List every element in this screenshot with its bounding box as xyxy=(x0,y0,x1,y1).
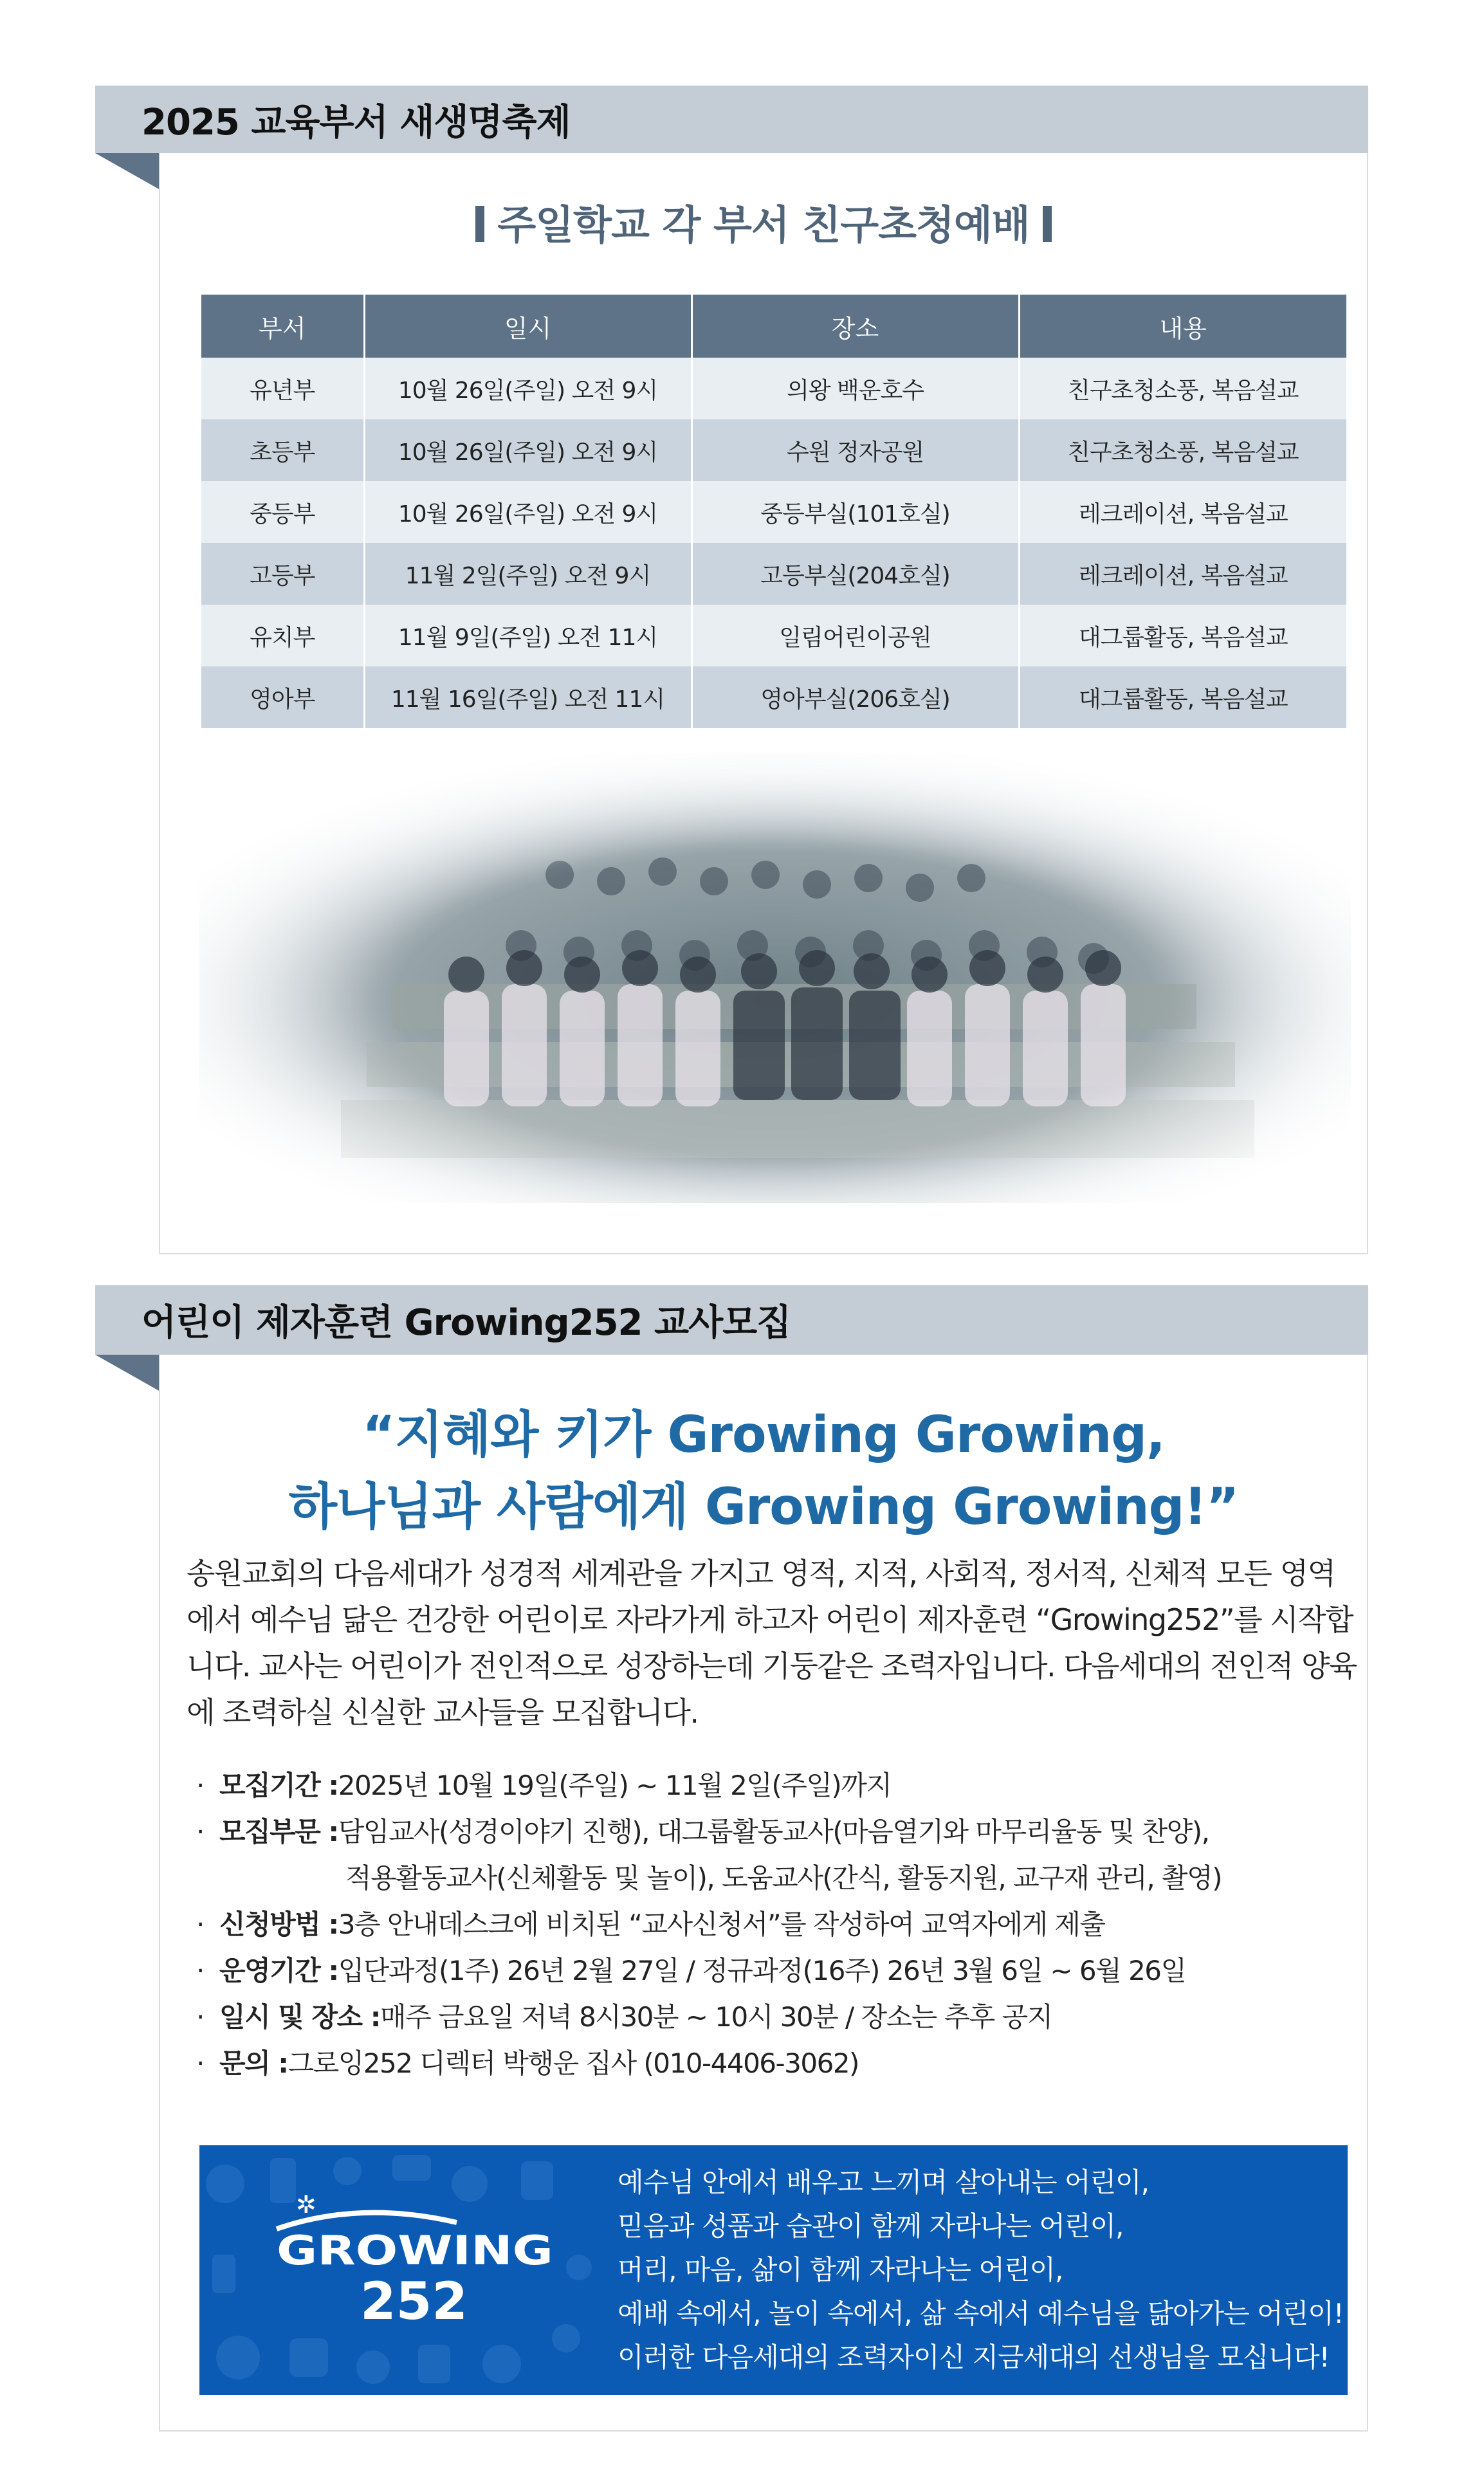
cell-place: 영아부실(206호실) xyxy=(692,666,1019,728)
detail-label: 신청방법 : xyxy=(219,1909,338,1940)
detail-label: 모집부문 : xyxy=(219,1816,338,1847)
detail-value: 매주 금요일 저녁 8시30분 ~ 10시 30분 / 장소는 추후 공지 xyxy=(380,2001,1052,2033)
detail-value: 3층 안내데스크에 비치된 “교사신청서”를 작성하여 교역자에게 제출 xyxy=(338,1909,1105,1940)
cell-place: 일림어린이공원 xyxy=(692,605,1019,666)
bullet: · xyxy=(196,2048,204,2079)
bullet: · xyxy=(196,1955,204,1986)
schedule-table xyxy=(201,295,1346,728)
logo-word: GROWING xyxy=(277,2227,553,2274)
detail-label: 운영기간 : xyxy=(219,1955,338,1986)
bullet: · xyxy=(196,1909,204,1940)
section1-title-ribbon xyxy=(95,86,1368,153)
bullet: · xyxy=(196,1770,204,1801)
cell-dept: 유년부 xyxy=(201,358,364,419)
cell-place: 수원 정자공원 xyxy=(692,419,1019,481)
banner-line: 믿음과 성품과 습관이 함께 자라나는 어린이, xyxy=(618,2210,1124,2242)
detail-label: 모집기간 : xyxy=(219,1770,338,1801)
cell-date: 10월 26일(주일) 오전 9시 xyxy=(364,419,692,481)
sparkle-icon: ✲ xyxy=(296,2190,316,2219)
table-row xyxy=(201,666,1346,728)
cell-dept: 중등부 xyxy=(201,481,364,543)
cell-content: 대그룹활동, 복음설교 xyxy=(1019,666,1346,728)
detail-row-roles-cont xyxy=(196,1855,1348,1901)
detail-label: 문의 : xyxy=(219,2048,288,2079)
detail-row-contact xyxy=(196,2040,1348,2087)
detail-value: 입단과정(1주) 26년 2월 27일 / 정규과정(16주) 26년 3월 6일 ~ 6월 26일 xyxy=(338,1955,1186,1986)
cell-date: 10월 26일(주일) 오전 9시 xyxy=(364,358,692,419)
detail-row-period xyxy=(196,1763,1348,1809)
slogan-line1: “지혜와 키가 Growing Growing, xyxy=(362,1406,1165,1464)
header-content: 내용 xyxy=(1019,295,1346,358)
table-row xyxy=(201,358,1346,419)
banner-line: 이러한 다음세대의 조력자이신 지금세대의 선생님을 모십니다! xyxy=(618,2341,1330,2373)
table-row xyxy=(201,419,1346,481)
detail-label: 일시 및 장소 : xyxy=(219,2001,381,2033)
bullet: · xyxy=(196,1816,204,1847)
logo-number: 252 xyxy=(360,2271,468,2331)
banner-pattern xyxy=(199,2145,598,2395)
detail-row-apply xyxy=(196,1901,1348,1948)
detail-value: 그로잉252 디렉터 박행운 집사 (010-4406-3062) xyxy=(288,2048,859,2079)
header-place: 장소 xyxy=(692,295,1019,358)
banner-text xyxy=(618,2161,1344,2379)
subtitle-bar-right xyxy=(1043,206,1052,242)
recruitment-details xyxy=(196,1763,1348,2087)
ribbon-fold xyxy=(95,1355,159,1391)
cell-content: 친구초청소풍, 복음설교 xyxy=(1019,419,1346,481)
table-header-row xyxy=(201,295,1346,358)
cell-place: 고등부실(204호실) xyxy=(692,543,1019,605)
banner-line: 머리, 마음, 삶이 함께 자라나는 어린이, xyxy=(618,2254,1063,2286)
detail-value: 2025년 10월 19일(주일) ~ 11월 2일(주일)까지 xyxy=(338,1770,892,1801)
header-dept: 부서 xyxy=(201,295,364,358)
table-row xyxy=(201,481,1346,543)
cell-date: 11월 16일(주일) 오전 11시 xyxy=(364,666,692,728)
detail-row-time-place xyxy=(196,1994,1348,2040)
cell-place: 의왕 백운호수 xyxy=(692,358,1019,419)
cell-dept: 초등부 xyxy=(201,419,364,481)
bullet: · xyxy=(196,2001,204,2033)
subtitle-bar-left xyxy=(475,206,484,242)
banner-line: 예수님 안에서 배우고 느끼며 살아내는 어린이, xyxy=(618,2167,1149,2198)
cell-date: 11월 2일(주일) 오전 9시 xyxy=(364,543,692,605)
section2-title: 어린이 제자훈련 Growing252 교사모집 xyxy=(142,1302,791,1344)
cell-content: 레크레이션, 복음설교 xyxy=(1019,481,1346,543)
section1-subtitle-wrap xyxy=(159,193,1368,250)
table-row xyxy=(201,605,1346,666)
banner-line: 예배 속에서, 놀이 속에서, 삶 속에서 예수님을 닮아가는 어린이! xyxy=(618,2298,1344,2329)
cell-date: 10월 26일(주일) 오전 9시 xyxy=(364,481,692,543)
detail-row-operation xyxy=(196,1948,1348,1994)
detail-value: 적용활동교사(신체활동 및 놀이), 도움교사(간식, 활동지원, 교구재 관리, 촬영) xyxy=(345,1862,1222,1894)
section2-title-ribbon xyxy=(95,1285,1368,1355)
slogan xyxy=(159,1399,1368,1543)
cell-content: 친구초청소풍, 복음설교 xyxy=(1019,358,1346,419)
section1-subtitle: 주일학교 각 부서 친구초청예배 xyxy=(497,201,1030,248)
ribbon-fold xyxy=(95,153,159,189)
cell-dept: 영아부 xyxy=(201,666,364,728)
slogan-line2: 하나님과 사람에게 Growing Growing!” xyxy=(288,1478,1239,1536)
cell-date: 11월 9일(주일) 오전 11시 xyxy=(364,605,692,666)
group-photo xyxy=(199,753,1351,1203)
intro-paragraph: 송원교회의 다음세대가 성경적 세계관을 가지고 영적, 지적, 사회적, 정서적, 신체적 모든 영역에서 예수님 닮은 건강한 어린이로 자라가게 하고자 어린이 제자훈련 “Growing252”를 시작합니다. 교사는 어린이가 전인적으로 성장하는데 기둥같은 조력자입니다. 다음세대의 전인적 양육에 조력하실 신실한 교사들을 모집합니다. xyxy=(187,1556,1357,1730)
cell-content: 레크레이션, 복음설교 xyxy=(1019,543,1346,605)
table-row xyxy=(201,543,1346,605)
section1-title: 2025 교육부서 새생명축제 xyxy=(142,101,571,143)
growing252-banner xyxy=(199,2145,1348,2395)
cell-dept: 고등부 xyxy=(201,543,364,605)
cell-dept: 유치부 xyxy=(201,605,364,666)
cell-content: 대그룹활동, 복음설교 xyxy=(1019,605,1346,666)
detail-value: 담임교사(성경이야기 진행), 대그룹활동교사(마음열기와 마무리율동 및 찬양), xyxy=(338,1816,1209,1847)
header-date: 일시 xyxy=(364,295,692,358)
cell-place: 중등부실(101호실) xyxy=(692,481,1019,543)
detail-row-roles xyxy=(196,1809,1348,1855)
